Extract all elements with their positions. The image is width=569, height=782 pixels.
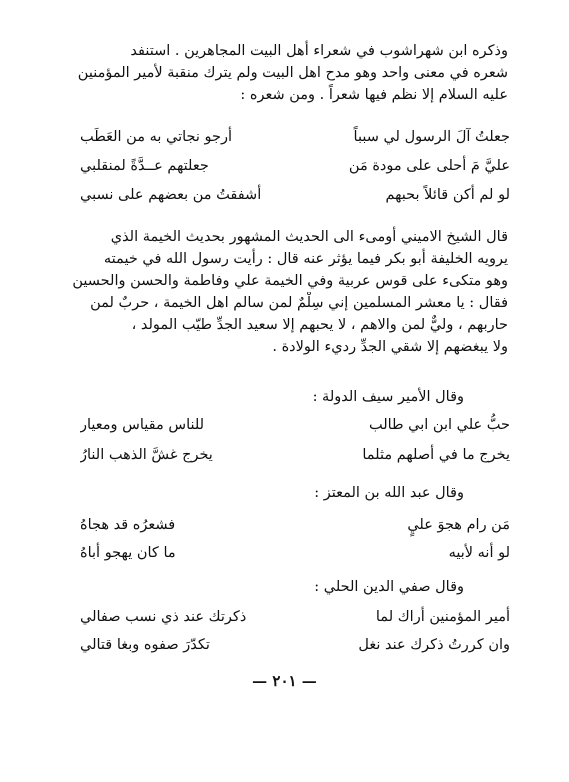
text-line: يرويه الخليفة أبو بكر فيما يؤثر عنه قال : رأيت رسول الله في خيمته xyxy=(103,251,508,267)
paragraph-tent-hadith xyxy=(70,226,508,358)
verse-first-hemistich: يخرج ما في أصلهم مثلما xyxy=(362,447,510,463)
verse-line xyxy=(70,604,510,630)
verse-first-hemistich: وان كررتُ ذكرك عند نغل xyxy=(358,637,510,653)
text-line: حاربهم ، وليٌّ لمن والاهم ، لا يحبهم إلا سعيد الجدِّ طيّب المولد ، xyxy=(131,317,508,333)
verse-line xyxy=(70,540,510,566)
page-number: — ٢٠١ — xyxy=(252,672,317,690)
text-line: قال الشيخ الاميني أومىء الى الحديث المشهور بحديث الخيمة الذي xyxy=(110,229,508,245)
verse-line xyxy=(70,512,510,538)
text-line: عليه السلام إلا نظم فيها شعراً . ومن شعره : xyxy=(240,87,508,103)
verse-second-hemistich: فشعرُه قد هجاهُ xyxy=(80,517,176,533)
verse-first-hemistich: لو أنه لأبيه xyxy=(448,545,510,561)
verse-first-hemistich: جعلتُ آلَ الرسول لي سبباً xyxy=(353,129,510,145)
poet-intro-sayf-al-dawla: وقال الأمير سيف الدولة : xyxy=(312,389,464,405)
verse-second-hemistich: ذكرتك عند ذي نسب صفالي xyxy=(80,609,247,625)
poet-intro-ibn-al-mutazz: وقال عبد الله بن المعتز : xyxy=(314,485,464,501)
verse-second-hemistich: جعلتهم عــدَّةً لمنقلبي xyxy=(80,158,209,174)
verse-line xyxy=(70,182,510,208)
text-line: وهو متكىء على قوس عربية وفي الخيمة علي وفاطمة والحسن والحسين xyxy=(72,273,508,289)
poet-intro-safi-al-din: وقال صفي الدين الحلي : xyxy=(314,579,464,595)
verse-line xyxy=(70,153,510,179)
verse-line xyxy=(70,442,510,468)
verse-second-hemistich: أشفقتُ من بعضهم على نسبي xyxy=(80,187,262,203)
text-line: شعره في معنى واحد وهو مدح اهل البيت ولم يترك منقبة لأمير المؤمنين xyxy=(77,65,508,81)
verse-second-hemistich: للناس مقياس ومعيار xyxy=(80,417,205,433)
verse-line xyxy=(70,632,510,658)
verse-first-hemistich: مَن رام هجوَ عليٍ xyxy=(407,517,510,533)
verse-first-hemistich: حبُّ علي ابن ابي طالب xyxy=(368,417,510,433)
verse-second-hemistich: ما كان يهجو أباهُ xyxy=(80,545,176,561)
verse-second-hemistich: تكدّرَ صفوه وبغا قتالي xyxy=(80,637,210,653)
paragraph-ibn-shahrashub xyxy=(70,40,508,106)
text-line: فقال : يا معشر المسلمين إني سِلْمٌ لمن سالم اهل الخيمة ، حربٌ لمن xyxy=(90,295,508,311)
verse-second-hemistich: يخرج غشَّ الذهب النارُ xyxy=(80,447,213,463)
text-line: ولا يبغضهم إلا شقي الجدِّ رديء الولادة . xyxy=(272,339,508,355)
text-line: وذكره ابن شهراشوب في شعراء أهل البيت المجاهرين . استنفد xyxy=(130,43,508,59)
verse-line xyxy=(70,124,510,150)
verse-line xyxy=(70,412,510,438)
verse-first-hemistich: لو لم أكن قائلاً بحبهم xyxy=(385,187,510,203)
verse-first-hemistich: عليَّ مَ أحلى على مودة مَن xyxy=(348,158,510,174)
verse-first-hemistich: أمير المؤمنين أراك لما xyxy=(375,609,510,625)
verse-second-hemistich: أرجو نجاتي به من العَطَب xyxy=(80,129,233,145)
